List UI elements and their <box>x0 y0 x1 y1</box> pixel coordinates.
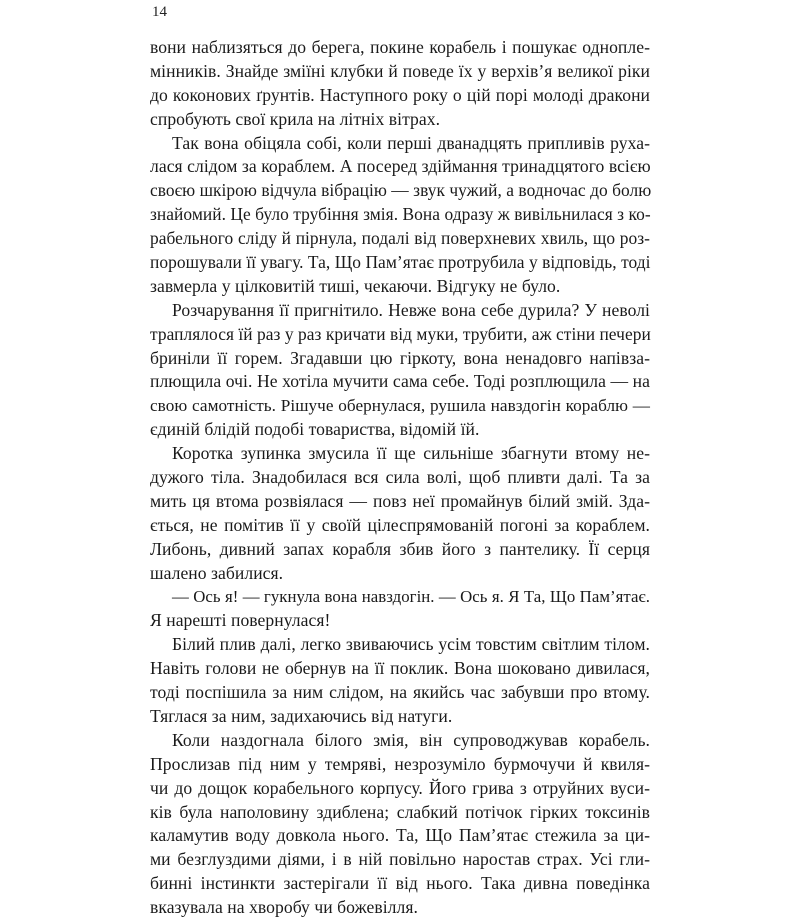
text-line: Розчарування її пригнітило. Невже вона себе дурила? У неволі <box>172 299 650 320</box>
text-line: каламутив воду довкола нього. Та, Що Пам’ятає стежила за ци- <box>150 825 650 846</box>
text-line: Навіть голови не обернув на її поклик. Вона шоковано дивилася, <box>150 658 650 679</box>
text-line: порошували її увагу. Та, Що Пам’ятає протрубила у відповідь, тоді <box>150 252 651 273</box>
text-line: Прослизав під ним у темряві, незрозуміло бурмочучи й квиля- <box>150 753 650 774</box>
text-line: лася слідом за кораблем. А посеред здіймання тринадцятого всією <box>150 156 651 177</box>
text-line: Либонь, дивний запах корабля збив його з пантелику. Її серця <box>150 538 650 559</box>
text-line: бриніли її горем. Згадавши цю гіркоту, вона ненадовго напівза- <box>150 347 650 368</box>
text-line: мить ця втома розвіялася — повз неї промайнув білий змій. Зда- <box>150 490 650 511</box>
text-line: шалено забилися. <box>150 562 284 583</box>
text-line: траплялося їй раз у раз кричати від муки, трубити, аж стіни печери <box>150 323 651 344</box>
text-line: рабельного сліду й пірнула, подалі від поверхневих хвиль, що роз- <box>150 228 650 249</box>
text-line: Тяглася за ним, задихаючись від натуги. <box>150 705 453 726</box>
text-line: вказувала на хворобу чи божевілля. <box>150 897 418 918</box>
text-line: свою самотність. Рішуче обернулася, рушила навздогін кораблю — <box>150 396 650 416</box>
text-line: до коконових ґрунтів. Наступного року о цій порі молоді дракони <box>150 84 650 105</box>
text-line: Коротка зупинка змусила її ще сильніше збагнути втому не- <box>172 443 650 464</box>
text-line: плющила очі. Не хотіла мучити сама себе. Тоді розплющила — на <box>150 371 650 392</box>
text-line: Так вона обіцяла собі, коли перші дванадцять припливів руха- <box>172 132 650 153</box>
text-line: вони наблизяться до берега, покине корабель і пошукає однопле- <box>150 37 650 57</box>
text-line: ків була наполовину здиблена; слабкий потічок гірких токсинів <box>150 801 650 822</box>
text-line: Коли наздогнала білого змія, він супроводжував корабель. <box>172 729 650 750</box>
text-line: мінників. Знайде зміїні клубки й поведе їх у верхів’я великої ріки <box>150 60 650 81</box>
text-line: завмерла у цілковитій тиші, чекаючи. Відгуку не було. <box>150 275 561 296</box>
text-line: бинні інстинкти застерігали її від нього. Така дивна поведінка <box>150 873 650 894</box>
text-line: знайомий. Це було трубіння змія. Вона одразу ж вивільнилася з ко- <box>150 204 651 225</box>
text-line: тоді поспішила за ним слідом, на якийсь час забувши про втому. <box>150 682 650 703</box>
text-line: Білий плив далі, легко звиваючись усім товстим світлим тілом. <box>172 634 650 655</box>
text-line: ми безглуздими діями, і в ній повільно наростав страх. Усі гли- <box>150 849 650 870</box>
text-line: ється, не помітив її у своїй цілеспрямованій погоні за кораблем. <box>150 514 650 535</box>
body-text <box>150 36 650 920</box>
page-number: 14 <box>152 4 167 20</box>
text-line: Я нарешті повернулася! <box>150 610 331 631</box>
text-line: — Ось я! — гукнула вона навздогін. — Ось я. Я Та, Що Пам’ятає. <box>172 587 650 607</box>
text-line: дужого тіла. Знадобилася вся сила волі, щоб пливти далі. Та за <box>150 467 650 488</box>
text-line: своєю шкірою відчула вібрацію — звук чужий, а водночас до болю <box>150 180 652 201</box>
text-line: спробують свої крила на літніх вітрах. <box>150 108 441 129</box>
text-line: чи до дощок корабельного корпусу. Його грива з отруйних вуси- <box>150 777 650 798</box>
text-line: єдиній блідій подобі товариства, відомій їй. <box>150 419 480 440</box>
